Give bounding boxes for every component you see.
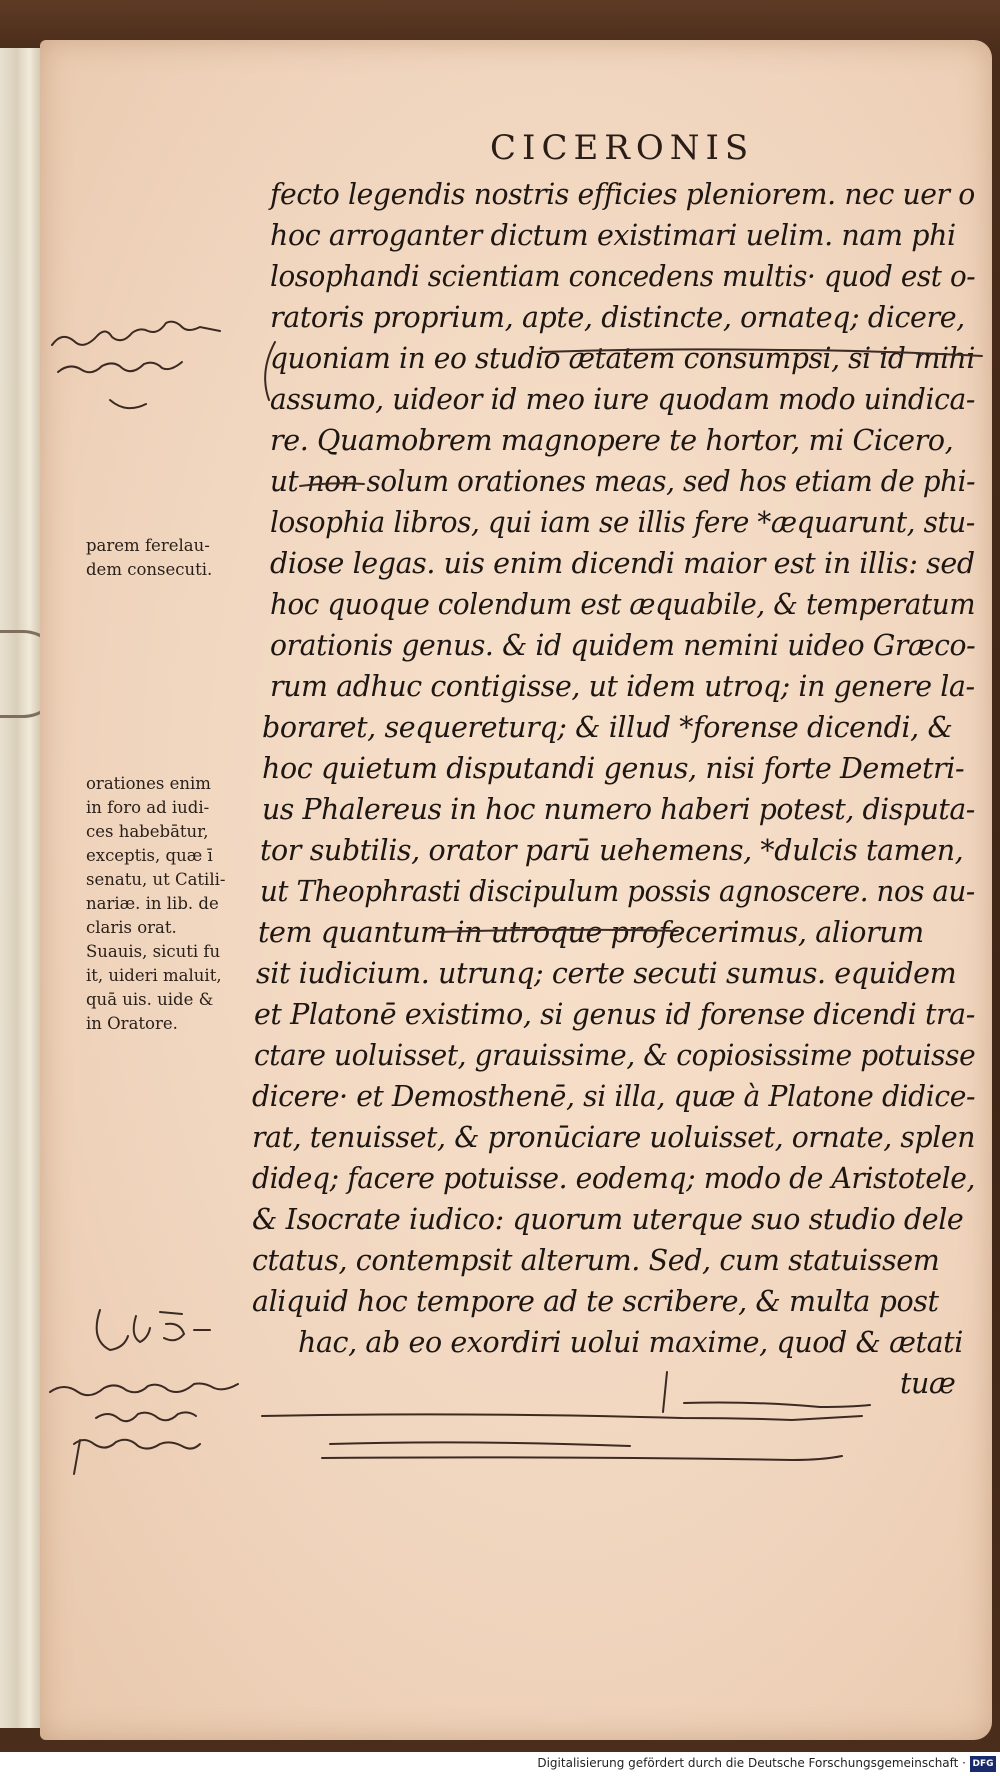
ink-bracket — [265, 342, 275, 400]
handwritten-note-2c — [74, 1440, 200, 1474]
text-line: et Platonē existimo, si genus id forense dicendi tra- — [254, 998, 975, 1031]
ink-underline — [262, 1414, 862, 1420]
catchword: tuæ — [900, 1367, 956, 1400]
handwritten-note-1b — [58, 362, 182, 372]
ink-underline — [322, 1456, 842, 1460]
ink-underline — [542, 349, 982, 356]
text-line: us Phalereus in hoc numero haberi potest, disputa- — [262, 793, 975, 826]
text-line: ut non solum orationes meas, sed hos etiam de phi- — [270, 465, 976, 498]
text-line: hac, ab eo exordiri uolui maxime, quod & ætati — [298, 1326, 963, 1359]
ink-divider — [663, 1372, 667, 1412]
text-line: diose legas. uis enim dicendi maior est in illis: sed — [270, 547, 975, 580]
text-line: aliquid hoc tempore ad te scribere, & multa post — [252, 1285, 939, 1318]
text-line: tor subtilis, orator parū uehemens, *dulcis tamen, — [260, 834, 964, 867]
text-line: losophandi scientiam concedens multis· quod est o- — [270, 260, 976, 293]
text-line: hoc arroganter dictum existimari uelim. nam phi — [270, 219, 956, 252]
text-line: hoc quietum disputandi genus, nisi forte Demetri- — [262, 752, 965, 785]
text-line: hoc quoque colendum est æquabile, & temperatum — [270, 588, 976, 621]
handwritten-note-2b — [96, 1412, 196, 1421]
text-line: ctatus, contempsit alterum. Sed, cum statuissem — [252, 1244, 940, 1277]
text-line: boraret, sequereturq; & illud *forense dicendi, & — [262, 711, 953, 744]
text-line: quoniam in eo studio ætatem consumpsi, si id mihi — [270, 342, 975, 375]
dfg-logo: DFG — [970, 1756, 996, 1772]
text-line: rat, tenuisset, & pronūciare uoluisset, ornate, splen — [252, 1121, 976, 1154]
running-title: CICERONIS — [490, 128, 755, 168]
text-line: & Isocrate iudico: quorum uterque suo studio dele — [252, 1203, 964, 1236]
text-line: dicere· et Demosthenē, si illa, quæ à Platone didice- — [252, 1080, 976, 1113]
text-line: dideq; facere potuisse. eodemq; modo de Aristotele, — [252, 1162, 975, 1195]
margin-note: orationes enim in foro ad iudi- ces habebātur, exceptis, quæ ī senatu, ut Catili- nariæ. in lib. de claris orat. Suauis, sicuti fu it, uideri maluit, quā uis. uide & in Oratore. — [86, 774, 226, 1033]
text-line: re. Quamobrem magnopere te hortor, mi Cicero, — [270, 424, 954, 457]
text-line: sit iudicium. utrunq; certe secuti sumus. equidem — [256, 957, 957, 990]
text-line: ut Theophrasti discipulum possis agnoscere. nos au- — [260, 875, 975, 908]
footer-bar — [0, 1752, 1000, 1776]
handwritten-chapter-mark — [97, 1310, 210, 1350]
ink-underline — [300, 483, 364, 486]
ink-underline — [438, 930, 678, 932]
ink-strikethrough — [330, 1442, 630, 1446]
text-line: losophia libros, qui iam se illis fere *æquarunt, stu- — [270, 506, 975, 539]
text-line: ratoris proprium, apte, distincte, ornateq; dicere, — [270, 301, 965, 334]
text-line: ctare uoluisset, grauissime, & copiosissime potuisse — [254, 1039, 976, 1072]
text-line: fecto legendis nostris efficies pleniorem. nec uer o — [270, 178, 975, 211]
handwritten-note-2 — [50, 1384, 238, 1396]
text-line: assumo, uideor id meo iure quodam modo uindica- — [270, 383, 975, 416]
text-line: rum adhuc contigisse, ut idem utroq; in genere la- — [270, 670, 975, 703]
text-line: tem quantum in utroque profecerimus, aliorum — [258, 916, 924, 949]
handwritten-note-1 — [52, 322, 220, 345]
ink-strikethrough — [684, 1403, 870, 1408]
text-line: orationis genus. & id quidem nemini uideo Græco- — [270, 629, 976, 662]
margin-note: parem ferelau- dem consecuti. — [86, 536, 213, 579]
footer-credit: Digitalisierung gefördert durch die Deutsche Forschungsgemeinschaft · — [537, 1756, 966, 1770]
handwritten-flourish — [110, 400, 146, 408]
